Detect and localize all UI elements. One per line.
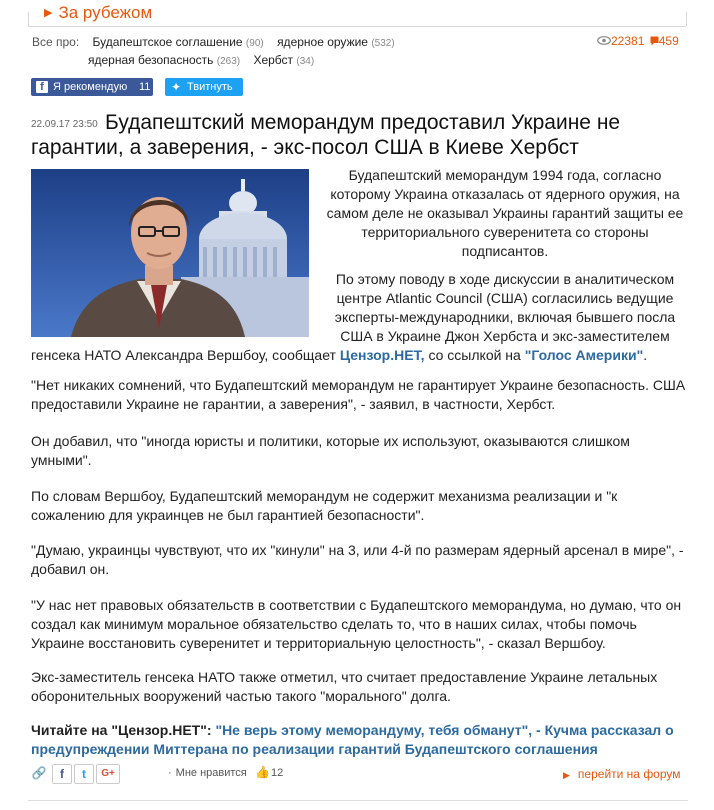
views-count: 22381 <box>611 34 645 48</box>
link-icon[interactable]: 🔗 <box>31 766 47 780</box>
article-photo-image <box>31 169 309 337</box>
facebook-recommend-count: 11 <box>139 81 151 93</box>
tag-link[interactable] <box>253 53 314 67</box>
facebook-icon: f <box>36 81 48 93</box>
article-photo <box>31 169 309 337</box>
twitter-tweet-label: Твитнуть <box>187 81 233 93</box>
article-stats <box>597 34 681 48</box>
tag-name: Будапештское соглашение <box>92 35 243 49</box>
tag-count: (34) <box>296 56 315 67</box>
article-title-line-1: Будапештский меморандум предоставил Украине не <box>105 111 621 134</box>
article-title-line-2: гарантии, а заверения, - экс-посол США в Киеве Хербст <box>31 136 579 159</box>
tag-name: Хербст <box>253 53 294 67</box>
like-label-text: Мне нравится <box>175 767 247 779</box>
tags-label: Все про: <box>32 35 80 49</box>
read-also-link-rest: , - Кучма рассказал о предупреждении Миттерана по реализации гарантий Будапештского соглашения <box>31 722 674 757</box>
frame-line-right <box>686 12 687 26</box>
article-paragraph: "Думаю, украинцы чувствуют, что их "кинули" на 3, или 4-й по размерам ядерный арсенал в мире", - добавил он. <box>31 542 684 577</box>
article-paragraph: Экс-заместитель генсека НАТО также отметил, что считает предоставление Украине летальных оборонительных вооружений частью такого "морального" долга. <box>31 669 658 704</box>
article-paragraph <box>31 346 691 365</box>
go-to-forum-label: перейти на форум <box>577 767 681 781</box>
footer-divider <box>28 800 688 801</box>
article-paragraph: По словам Вершбоу, Будапештский меморандум не содержит механизма реализации и "к сожалению для украинцев не был гарантией безопасности". <box>31 488 618 523</box>
facebook-share-icon[interactable]: f <box>52 764 72 784</box>
frame-line-left <box>28 12 29 26</box>
caret-right-icon: ▶ <box>44 7 53 19</box>
tags-bar <box>32 34 552 70</box>
tag-name: ядерное оружие <box>277 35 368 49</box>
facebook-recommend-label: Я рекомендую <box>53 81 128 93</box>
article-paragraph: Будапештский меморандум 1994 года, согласно которому Украина отказалась от ядерного оружия, на самом деле не оказывал Украины гарантий защиты ее территориального суверенитета со стороны подписантов. <box>326 167 684 259</box>
google-plus-share-icon[interactable]: G+ <box>96 764 120 784</box>
paragraph-text: генсека НАТО Александра Вершбоу, сообщает <box>31 347 340 363</box>
eye-icon <box>597 36 611 45</box>
twitter-share-icon[interactable]: t <box>74 764 94 784</box>
article-date: 22.09.17 23:50 <box>31 119 98 130</box>
tag-link[interactable] <box>277 35 395 49</box>
section-title[interactable] <box>44 3 158 23</box>
read-also-link-title: "Не верь этому меморандуму, тебя обманут" <box>215 722 529 738</box>
twitter-tweet-button[interactable] <box>165 78 243 96</box>
twitter-bird-icon: ✦ <box>171 80 182 94</box>
like-count: 12 <box>271 767 284 779</box>
tag-count: (90) <box>245 38 264 49</box>
facebook-recommend-button[interactable] <box>31 78 153 96</box>
censor-net-link[interactable]: Цензор.НЕТ, <box>339 347 425 363</box>
paragraph-text: . <box>643 347 648 363</box>
article-paragraph: "Нет никаких сомнений, что Будапештский меморандум не гарантирует Украине безопасность. США предоставили Украине не гарантии, а заверения", - заявил, в частности, Хербст. <box>31 377 686 412</box>
tag-link[interactable] <box>93 35 264 49</box>
article-paragraph: "У нас нет правовых обязательств в соответствии с Будапештского меморандума, но думаю, что он создал как минимум моральное обязательство сделать то, что в наших силах, чтобы помочь Украине восстановить суверенитет и территориальную целостность", - сказал Вершбоу. <box>31 597 682 651</box>
section-title-text: За рубежом <box>58 3 153 22</box>
thumbs-up-icon[interactable]: 👍 <box>255 765 270 779</box>
go-to-forum-link[interactable] <box>563 767 681 781</box>
paragraph-text: со ссылкой на <box>424 347 525 363</box>
read-also <box>31 721 691 759</box>
article-footer <box>28 762 688 788</box>
tag-name: ядерная безопасность <box>88 53 214 67</box>
tag-link[interactable] <box>88 53 240 67</box>
tag-count: (263) <box>216 56 241 67</box>
article-paragraph: Он добавил, что "иногда юристы и политики, которые их используют, оказываются слишком умными". <box>31 433 630 468</box>
comments-count[interactable]: 459 <box>658 34 679 48</box>
voice-of-america-link[interactable]: "Голос Америки" <box>524 347 644 363</box>
comments-icon <box>650 36 659 46</box>
article-paragraph: По этому поводу в ходе дискуссии в аналитическом центре Atlantic Council (США) согласились ведущие эксперты-международники, включая бывшего посла США в Украине Джон Хербста и экс-заместителем <box>334 271 676 344</box>
read-also-label: Читайте на "Цензор.НЕТ": <box>31 722 216 738</box>
caret-right-icon: ▶ <box>563 770 570 780</box>
tag-count: (532) <box>371 38 395 49</box>
like-label: · Мне нравится <box>168 767 247 779</box>
frame-line-top <box>28 26 686 27</box>
